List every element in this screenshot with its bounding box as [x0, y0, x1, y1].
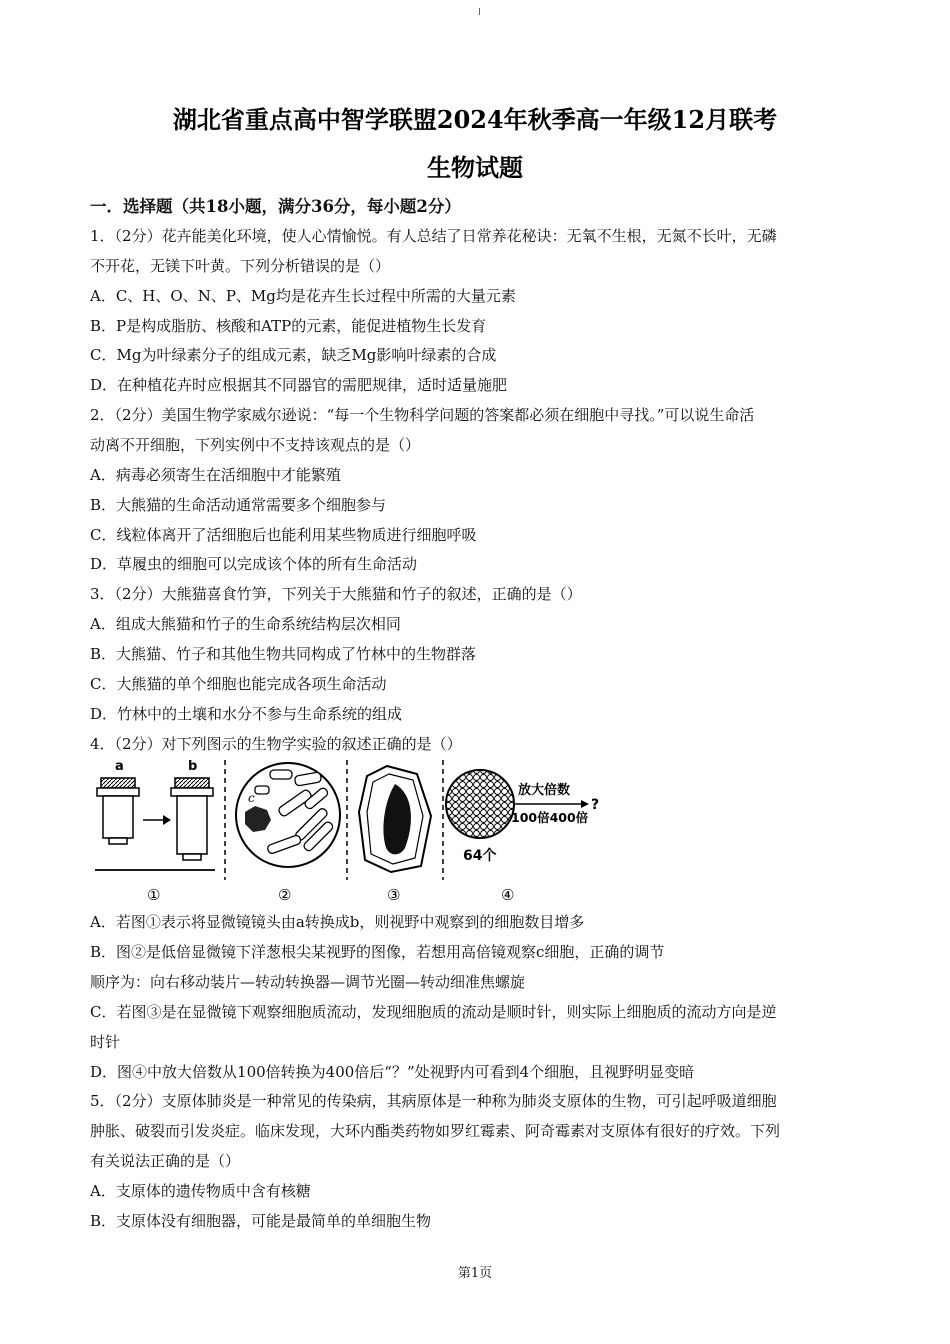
q3-stem: 3．（2分）大熊猫喜食竹笋，下列关于大熊猫和竹子的叙述，正确的是（） [90, 585, 582, 603]
q5-option-b: B．支原体没有细胞器，可能是最简单的单细胞生物 [90, 1212, 432, 1230]
q5-stem-line1: 5．（2分）支原体肺炎是一种常见的传染病，其病原体是一种称为肺炎支原体的生物，可引起呼吸道细胞 [90, 1092, 777, 1110]
q1-stem-line2: 不开花，无镁下叶黄。下列分析错误的是（） [90, 257, 391, 275]
q2-stem-line1: 2．（2分）美国生物学家威尔逊说：“每一个生物科学问题的答案都必须在细胞中寻找。”可以说生命活 [90, 406, 755, 424]
cell-c-label: c [248, 791, 255, 805]
q2-option-a: A．病毒必须寄生在活细胞中才能繁殖 [90, 466, 341, 484]
lens-b-label: b [188, 760, 198, 774]
q4-option-c: C．若图③是在显微镜下观察细胞质流动，发现细胞质的流动是顺时针，则实际上细胞质的流动方向是逆 [90, 1003, 777, 1021]
question-mark: ? [591, 797, 600, 813]
objective-lens-a [97, 778, 139, 844]
lens-a-label: a [115, 760, 124, 774]
magnification-values: 100倍400倍 [511, 810, 589, 825]
q4-option-a: A．若图①表示将显微镜镜头由a转换成b，则视野中观察到的细胞数目增多 [90, 913, 585, 931]
figure-label-2: ② [278, 886, 292, 904]
section-heading: 一．选择题（共18小题，满分36分，每小题2分） [90, 197, 461, 216]
q2-stem-line2: 动离不开细胞，下列实例中不支持该观点的是（） [90, 436, 421, 454]
arrow-icon [581, 800, 589, 808]
figure-label-3: ③ [387, 886, 401, 904]
magnification-label: 放大倍数 [518, 783, 571, 798]
q3-option-a: A．组成大熊猫和竹子的生命系统结构层次相同 [90, 615, 401, 633]
top-mark [479, 8, 480, 15]
arrow-icon [163, 815, 171, 825]
q1-option-d: D．在种植花卉时应根据其不同器官的需肥规律，适时适量施肥 [90, 376, 508, 394]
q3-option-b: B．大熊猫、竹子和其他生物共同构成了竹林中的生物群落 [90, 645, 477, 663]
q4-option-b-cont: 顺序为：向右移动装片—转动转换器—调节光圈—转动细准焦螺旋 [90, 973, 526, 991]
q1-option-b: B．P是构成脂肪、核酸和ATP的元素，能促进植物生长发育 [90, 317, 487, 335]
microscope-figure [95, 760, 615, 910]
q5-stem-line2: 肿胀、破裂而引发炎症。临床发现，大环内酯类药物如罗红霉素、阿奇霉素对支原体有很好的疗效。下列 [90, 1122, 781, 1140]
q4-option-c-cont: 时针 [90, 1033, 121, 1051]
q3-option-c: C．大熊猫的单个细胞也能完成各项生命活动 [90, 675, 387, 693]
page-number: 第1页 [457, 1266, 493, 1281]
q4-option-d: D．图④中放大倍数从100倍转换为400倍后“？”处视野内可看到4个细胞，且视野明显变暗 [90, 1063, 695, 1081]
exam-title: 湖北省重点高中智学联盟2024年秋季高一年级12月联考 [172, 105, 778, 134]
q2-option-b: B．大熊猫的生命活动通常需要多个细胞参与 [90, 496, 387, 514]
q5-option-a: A．支原体的遗传物质中含有核糖 [90, 1182, 311, 1200]
figure-label-4: ④ [501, 886, 515, 904]
q5-stem-line3: 有关说法正确的是（） [90, 1152, 241, 1170]
exam-subject: 生物试题 [427, 153, 523, 182]
panel-1-lenses [95, 760, 215, 870]
cell-count-label: 64个 [463, 848, 497, 864]
figure-label-1: ① [147, 886, 161, 904]
q2-option-d: D．草履虫的细胞可以完成该个体的所有生命活动 [90, 555, 418, 573]
q1-option-a: A．C、H、O、N、P、Mg均是花卉生长过程中所需的大量元素 [90, 287, 516, 305]
q1-option-c: C．Mg为叶绿素分子的组成元素，缺乏Mg影响叶绿素的合成 [90, 346, 497, 364]
panel-3-cytoplasm-cell [359, 766, 431, 872]
objective-lens-b [171, 778, 213, 860]
panel-4-cell-field [446, 770, 599, 864]
q2-option-c: C．线粒体离开了活细胞后也能利用某些物质进行细胞呼吸 [90, 526, 477, 544]
q3-option-d: D．竹林中的土壤和水分不参与生命系统的组成 [90, 705, 403, 723]
q4-option-b: B．图②是低倍显微镜下洋葱根尖某视野的图像，若想用高倍镜观察c细胞，正确的调节 [90, 943, 665, 961]
q1-stem-line1: 1．（2分）花卉能美化环境，使人心情愉悦。有人总结了日常养花秘诀：无氧不生根，无氮不长叶，无磷 [90, 227, 777, 245]
panel-2-root-tip-view [236, 763, 340, 867]
q4-stem: 4．（2分）对下列图示的生物学实验的叙述正确的是（） [90, 735, 462, 753]
